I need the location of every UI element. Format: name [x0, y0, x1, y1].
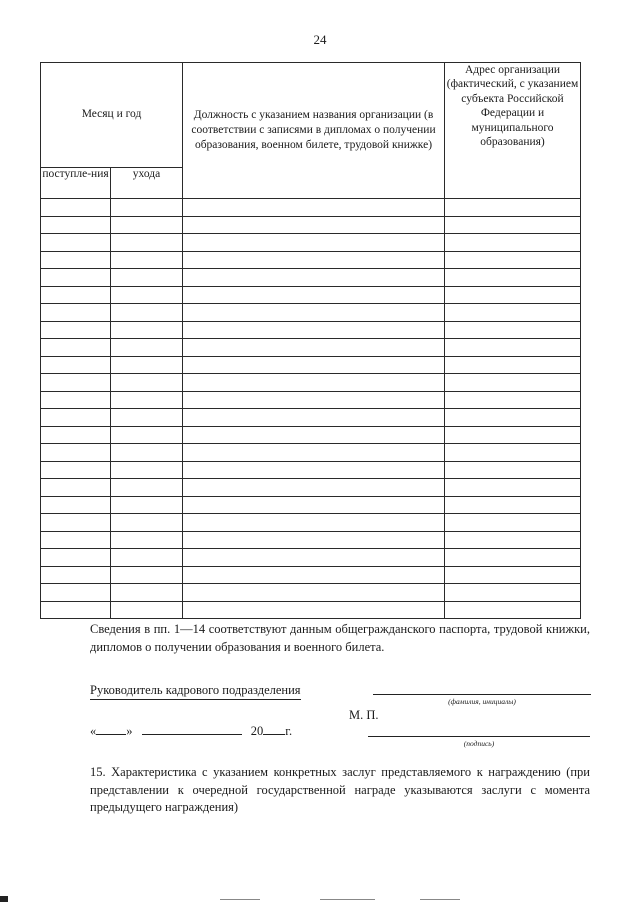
table-row	[41, 234, 581, 252]
admission-cell	[41, 356, 111, 374]
address-cell	[445, 426, 581, 444]
table-row	[41, 496, 581, 514]
table-row	[41, 321, 581, 339]
address-cell	[445, 339, 581, 357]
leaving-cell	[111, 234, 183, 252]
admission-cell	[41, 391, 111, 409]
leaving-cell	[111, 269, 183, 287]
admission-cell	[41, 269, 111, 287]
signature-caption: (подпись)	[463, 739, 495, 748]
leaving-cell	[111, 374, 183, 392]
admission-cell	[41, 199, 111, 217]
position-cell	[183, 426, 445, 444]
address-cell	[445, 531, 581, 549]
position-header: Должность с указанием названия организации (в соответствии с записями в дипломах о получении образования, военном билете, трудовой книжке)	[183, 63, 445, 199]
page-number: 24	[313, 32, 327, 47]
position-cell	[183, 584, 445, 602]
scan-edge-mark	[0, 896, 8, 902]
admission-cell	[41, 321, 111, 339]
admission-cell	[41, 409, 111, 427]
admission-cell	[41, 601, 111, 619]
leaving-cell	[111, 461, 183, 479]
admission-cell	[41, 461, 111, 479]
position-cell	[183, 444, 445, 462]
table-row	[41, 216, 581, 234]
position-cell	[183, 234, 445, 252]
signature-line	[368, 736, 590, 737]
table-row	[41, 444, 581, 462]
admission-cell	[41, 304, 111, 322]
table-row	[41, 566, 581, 584]
position-cell	[183, 461, 445, 479]
position-cell	[183, 269, 445, 287]
leaving-cell	[111, 286, 183, 304]
position-cell	[183, 531, 445, 549]
leaving-cell	[111, 339, 183, 357]
address-cell	[445, 199, 581, 217]
admission-cell	[41, 426, 111, 444]
admission-cell	[41, 514, 111, 532]
address-cell	[445, 479, 581, 497]
leaving-cell	[111, 601, 183, 619]
year-prefix: 20	[250, 724, 264, 738]
name-caption: (фамилия, инициалы)	[448, 697, 516, 706]
leaving-subheader: ухода	[111, 168, 183, 199]
table-row	[41, 409, 581, 427]
position-cell	[183, 199, 445, 217]
admission-cell	[41, 549, 111, 567]
leaving-cell	[111, 321, 183, 339]
table-row	[41, 374, 581, 392]
position-cell	[183, 374, 445, 392]
name-line	[373, 694, 591, 695]
address-header: Адрес организации (фактический, с указанием субъекта Российской Федерации и муниципального образования)	[445, 63, 581, 199]
admission-cell	[41, 566, 111, 584]
position-cell	[183, 514, 445, 532]
address-cell	[445, 269, 581, 287]
leaving-cell	[111, 496, 183, 514]
table-row	[41, 426, 581, 444]
admission-cell	[41, 496, 111, 514]
address-cell	[445, 391, 581, 409]
address-cell	[445, 601, 581, 619]
table-body	[41, 199, 581, 619]
address-cell	[445, 496, 581, 514]
address-cell	[445, 234, 581, 252]
date-open-quote: «	[90, 724, 97, 738]
leaving-cell	[111, 304, 183, 322]
leaving-cell	[111, 566, 183, 584]
admission-cell	[41, 584, 111, 602]
leaving-cell	[111, 479, 183, 497]
admission-cell	[41, 339, 111, 357]
address-cell	[445, 321, 581, 339]
hr-head-label: Руководитель кадрового подразделения	[90, 683, 301, 700]
table-row	[41, 199, 581, 217]
leaving-cell	[111, 391, 183, 409]
position-cell	[183, 356, 445, 374]
leaving-cell	[111, 216, 183, 234]
address-cell	[445, 549, 581, 567]
address-cell	[445, 409, 581, 427]
position-cell	[183, 601, 445, 619]
address-cell	[445, 566, 581, 584]
address-cell	[445, 584, 581, 602]
table-row	[41, 251, 581, 269]
date-row	[90, 723, 292, 739]
table-row	[41, 514, 581, 532]
admission-subheader: поступле-ния	[41, 168, 111, 199]
address-cell	[445, 216, 581, 234]
admission-cell	[41, 374, 111, 392]
day-blank	[96, 723, 126, 735]
position-cell	[183, 304, 445, 322]
admission-cell	[41, 286, 111, 304]
leaving-cell	[111, 199, 183, 217]
address-cell	[445, 514, 581, 532]
position-cell	[183, 496, 445, 514]
table-row	[41, 461, 581, 479]
position-cell	[183, 479, 445, 497]
table-row	[41, 269, 581, 287]
table-header-row	[41, 63, 581, 168]
table-row	[41, 531, 581, 549]
month-year-header: Месяц и год	[41, 63, 183, 168]
leaving-cell	[111, 531, 183, 549]
seal-mark: М. П.	[349, 708, 379, 722]
position-cell	[183, 216, 445, 234]
address-cell	[445, 286, 581, 304]
leaving-cell	[111, 444, 183, 462]
employment-history-table	[40, 62, 581, 619]
position-cell	[183, 321, 445, 339]
admission-cell	[41, 216, 111, 234]
position-cell	[183, 286, 445, 304]
table-row	[41, 584, 581, 602]
position-cell	[183, 409, 445, 427]
position-cell	[183, 566, 445, 584]
leaving-cell	[111, 426, 183, 444]
address-cell	[445, 304, 581, 322]
address-cell	[445, 356, 581, 374]
admission-cell	[41, 444, 111, 462]
year-suffix: г.	[285, 724, 293, 738]
position-cell	[183, 549, 445, 567]
admission-cell	[41, 234, 111, 252]
admission-cell	[41, 251, 111, 269]
month-blank	[142, 723, 242, 735]
address-cell	[445, 461, 581, 479]
position-cell	[183, 251, 445, 269]
date-close-quote: »	[126, 724, 133, 738]
table-row	[41, 391, 581, 409]
leaving-cell	[111, 356, 183, 374]
position-cell	[183, 391, 445, 409]
position-cell	[183, 339, 445, 357]
statement-text: Сведения в пп. 1—14 соответствуют данным общегражданского паспорта, трудовой книжки, дипломов о получении образования и военного билета.	[90, 622, 590, 654]
leaving-cell	[111, 549, 183, 567]
leaving-cell	[111, 514, 183, 532]
admission-cell	[41, 479, 111, 497]
table-row	[41, 356, 581, 374]
leaving-cell	[111, 584, 183, 602]
address-cell	[445, 374, 581, 392]
table-row	[41, 601, 581, 619]
leaving-cell	[111, 251, 183, 269]
address-cell	[445, 444, 581, 462]
table-row	[41, 479, 581, 497]
item-15-characteristic: 15. Характеристика с указанием конкретных заслуг представляемого к награждению (при представлении к очередной государственной награде указываются заслуги с момента предыдущего награждения)	[90, 765, 590, 814]
table-row	[41, 304, 581, 322]
admission-cell	[41, 531, 111, 549]
leaving-cell	[111, 409, 183, 427]
table-row	[41, 549, 581, 567]
year-blank	[263, 723, 285, 735]
address-cell	[445, 251, 581, 269]
table-row	[41, 286, 581, 304]
table-row	[41, 339, 581, 357]
